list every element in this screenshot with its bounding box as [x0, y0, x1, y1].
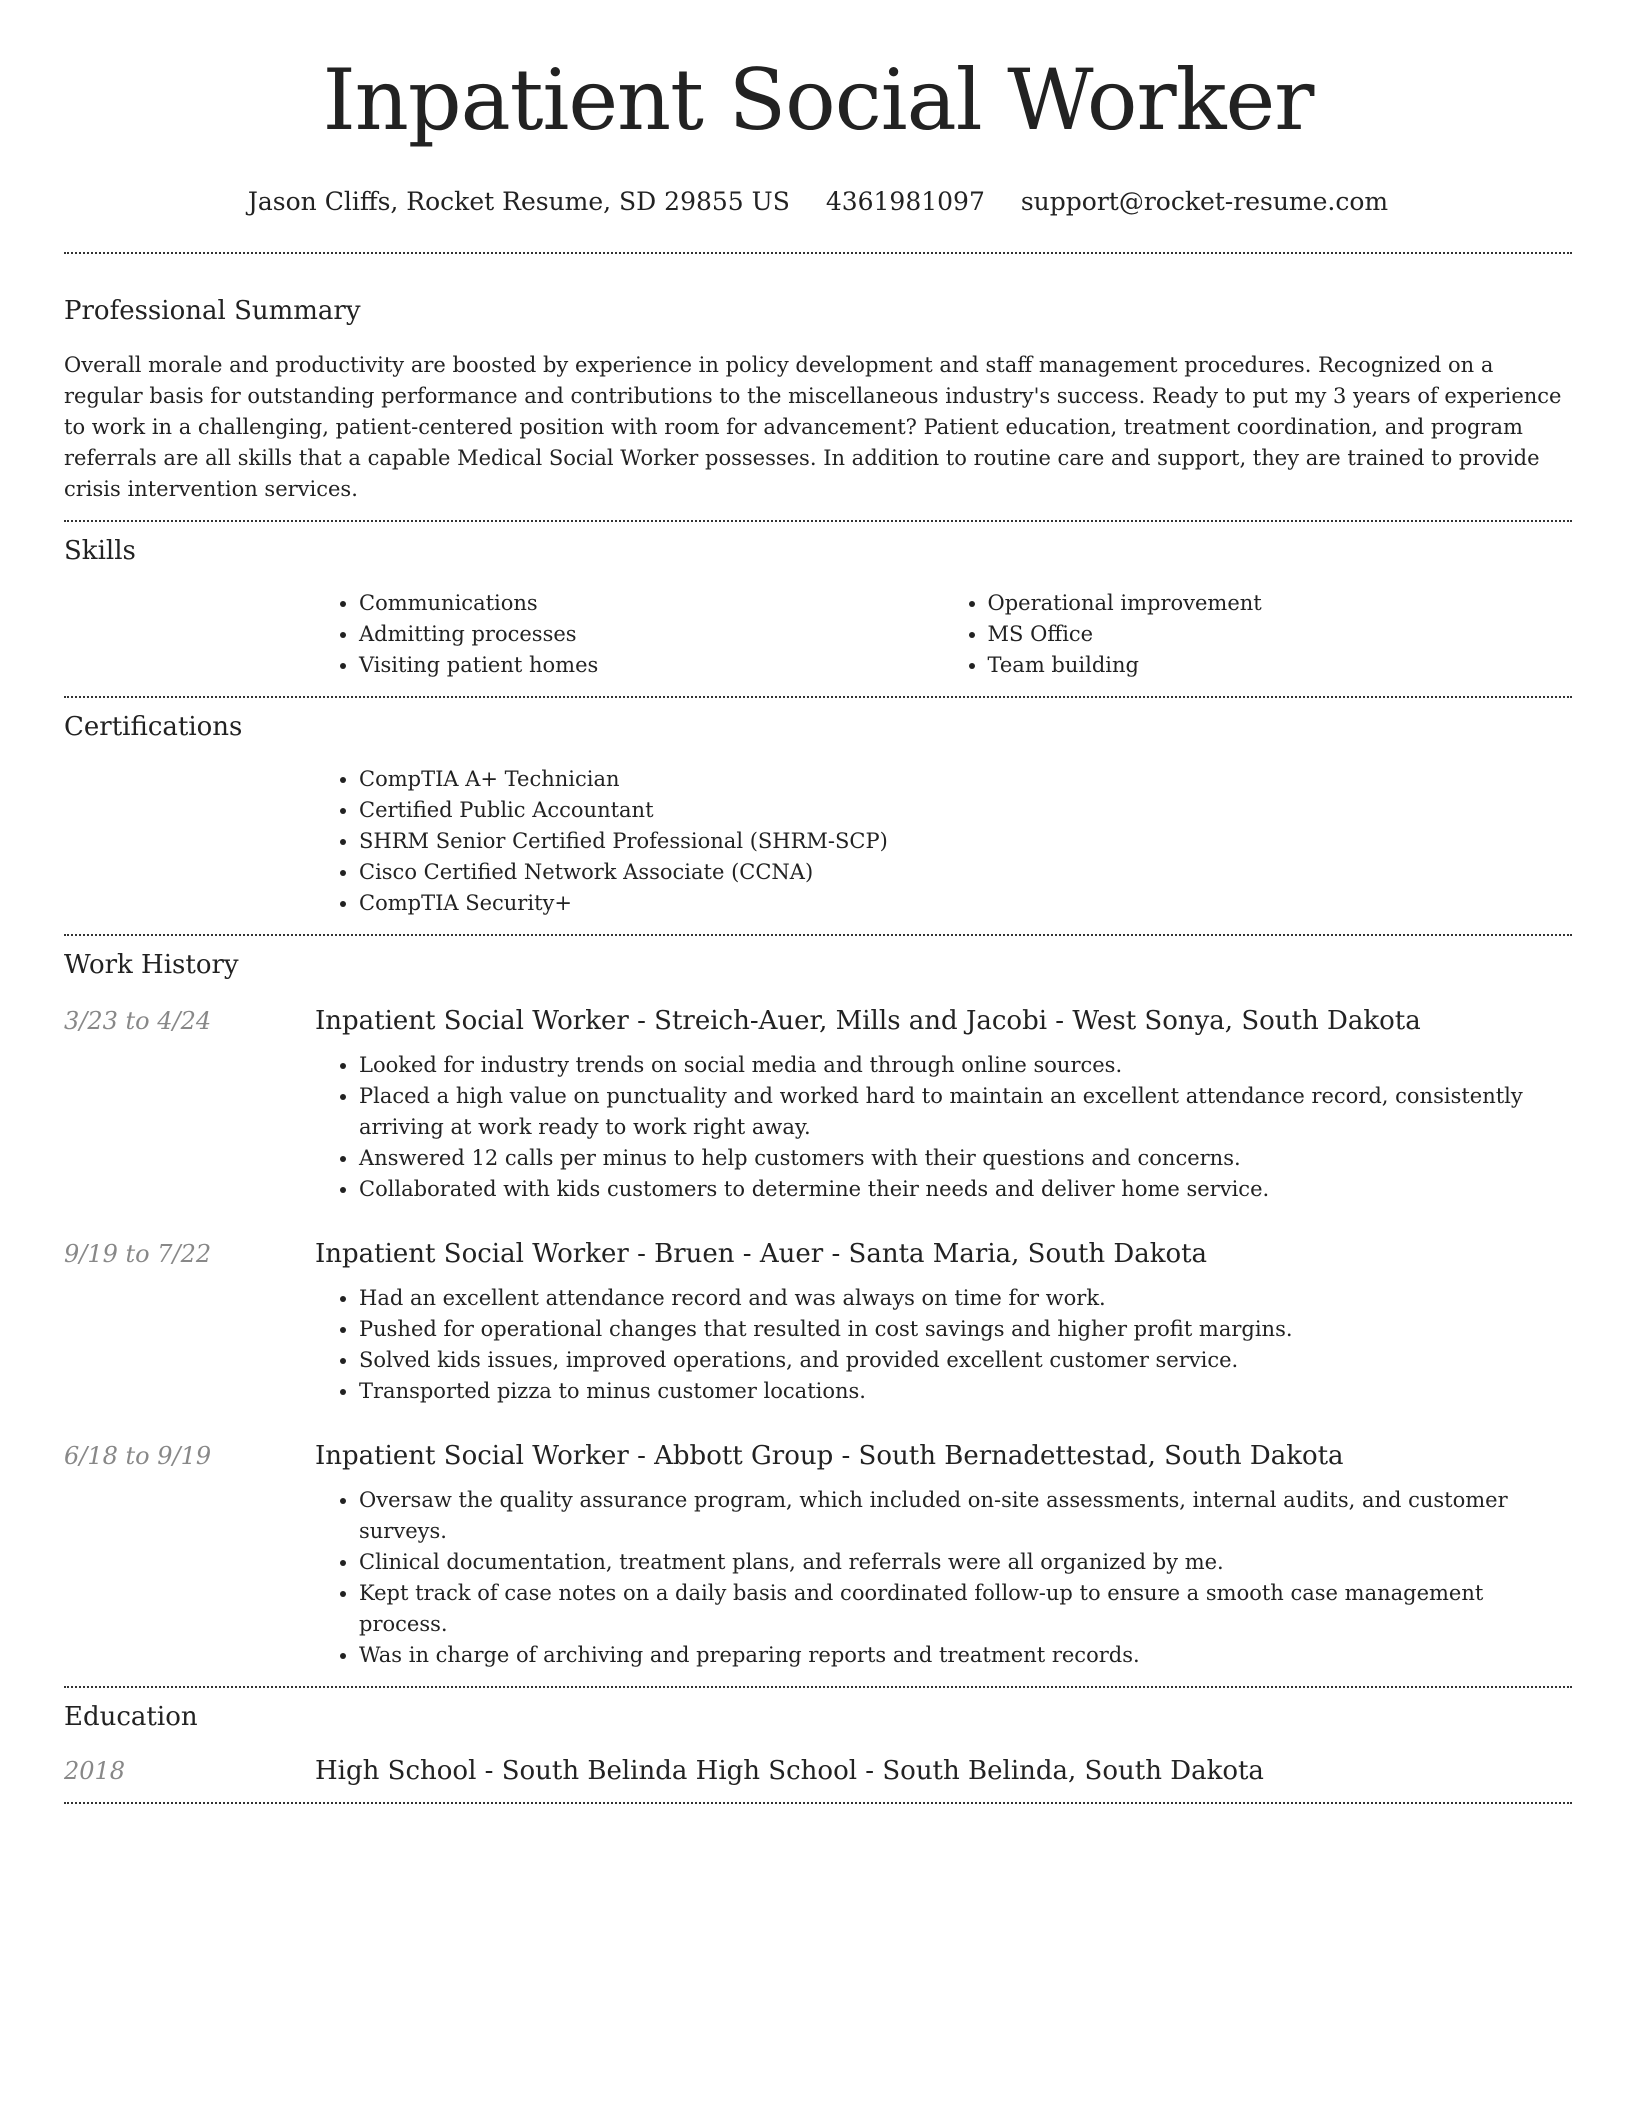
job-role: Inpatient Social Worker [315, 1441, 629, 1471]
summary-text: Overall morale and productivity are boosted by experience in policy development and staff management procedures. Recognized on a regular basis for outstanding performance and contributions to the miscellaneous industry's success. Ready to put my 3 years of experience to work in a challenging, patient-centered position with room for advancement? Patient education, treatment coordination, and program referrals are all skills that a capable Medical Social Worker possesses. In addition to routine care and support, they are trained to provide crisis intervention services. [64, 353, 1562, 501]
divider [64, 252, 1572, 254]
job-title [315, 1006, 1421, 1036]
education-title [315, 1756, 1264, 1786]
job-entry [64, 1006, 1572, 1205]
job-duty: • Looked for industry trends on social media and through online sources. [359, 1050, 1572, 1081]
job-duties [315, 1050, 1572, 1205]
contact-phone: 4361981097 [825, 187, 985, 216]
job-duties [315, 1485, 1572, 1671]
skill-item: • Admitting processes [359, 619, 944, 650]
job-entry [64, 1441, 1572, 1671]
job-dates: 6/18 to 9/19 [64, 1442, 212, 1470]
job-dates: 9/19 to 7/22 [64, 1240, 212, 1268]
job-duty: • Solved kids issues, improved operations, and provided excellent customer service. [359, 1345, 1572, 1376]
certification-item: • CompTIA A+ Technician [359, 764, 1572, 795]
skills-heading: Skills [64, 536, 136, 566]
certification-item: • Certified Public Accountant [359, 795, 1572, 826]
job-employer: - Streich-Auer, Mills and Jacobi - West Sonya, South Dakota [628, 1006, 1421, 1036]
skill-item: • Visiting patient homes [359, 650, 944, 681]
job-header [64, 1239, 1572, 1269]
job-dates: 3/23 to 4/24 [64, 1007, 212, 1035]
job-duty: • Answered 12 calls per minus to help customers with their questions and concerns. [359, 1143, 1572, 1174]
certification-item: • Cisco Certified Network Associate (CCNA) [359, 857, 1572, 888]
contact-email: support@rocket-resume.com [1020, 187, 1389, 216]
certification-item: • SHRM Senior Certified Professional (SHRM-SCP) [359, 826, 1572, 857]
divider [64, 934, 1572, 936]
resume-page [64, 0, 1572, 1804]
summary-heading: Professional Summary [64, 296, 361, 326]
job-role: Inpatient Social Worker [315, 1006, 629, 1036]
divider [64, 696, 1572, 698]
job-duty: • Clinical documentation, treatment plans, and referrals were all organized by me. [359, 1547, 1572, 1578]
divider [64, 520, 1572, 522]
skills-right-column [944, 588, 1573, 681]
contact-line [64, 186, 1572, 218]
certifications-list [315, 764, 1572, 919]
divider [64, 1686, 1572, 1688]
job-entry [64, 1239, 1572, 1407]
job-duty: • Oversaw the quality assurance program, which included on-site assessments, internal audits, and customer surveys. [359, 1485, 1572, 1547]
job-duty: • Was in charge of archiving and preparing reports and treatment records. [359, 1640, 1572, 1671]
education-entry [64, 1756, 1572, 1786]
skills-left-column [315, 588, 944, 681]
job-duty: • Collaborated with kids customers to determine their needs and deliver home service. [359, 1174, 1572, 1205]
skill-item: • Communications [359, 588, 944, 619]
contact-address: Jason Cliffs, Rocket Resume, SD 29855 US [247, 187, 790, 216]
education-date: 2018 [64, 1757, 126, 1785]
skill-item: • Operational improvement [988, 588, 1573, 619]
job-header [64, 1006, 1572, 1036]
job-header [64, 1441, 1572, 1471]
job-title [315, 1239, 1207, 1269]
skills-list [315, 588, 1572, 681]
job-duty: • Had an excellent attendance record and was always on time for work. [359, 1283, 1572, 1314]
certifications-heading: Certifications [64, 712, 243, 742]
job-duty: • Kept track of case notes on a daily basis and coordinated follow-up to ensure a smooth case management process. [359, 1578, 1572, 1640]
education-school: - South Belinda High School - South Belinda, South Dakota [476, 1756, 1264, 1786]
job-duty: • Pushed for operational changes that resulted in cost savings and higher profit margins. [359, 1314, 1572, 1345]
job-duty: • Transported pizza to minus customer locations. [359, 1376, 1572, 1407]
job-duties [315, 1283, 1572, 1407]
education-degree: High School [315, 1756, 477, 1786]
job-role: Inpatient Social Worker [315, 1239, 629, 1269]
education-heading: Education [64, 1702, 198, 1732]
job-employer: - Bruen - Auer - Santa Maria, South Dakota [628, 1239, 1208, 1269]
work-history-heading: Work History [64, 950, 239, 980]
job-title [315, 1441, 1344, 1471]
skill-item: • MS Office [988, 619, 1573, 650]
skill-item: • Team building [988, 650, 1573, 681]
page-title: Inpatient Social Worker [322, 51, 1314, 149]
job-duty: • Placed a high value on punctuality and worked hard to maintain an excellent attendance record, consistently arriving at work ready to work right away. [359, 1081, 1572, 1143]
divider [64, 1802, 1572, 1804]
job-employer: - Abbott Group - South Bernadettestad, South Dakota [628, 1441, 1344, 1471]
certification-item: • CompTIA Security+ [359, 888, 1572, 919]
